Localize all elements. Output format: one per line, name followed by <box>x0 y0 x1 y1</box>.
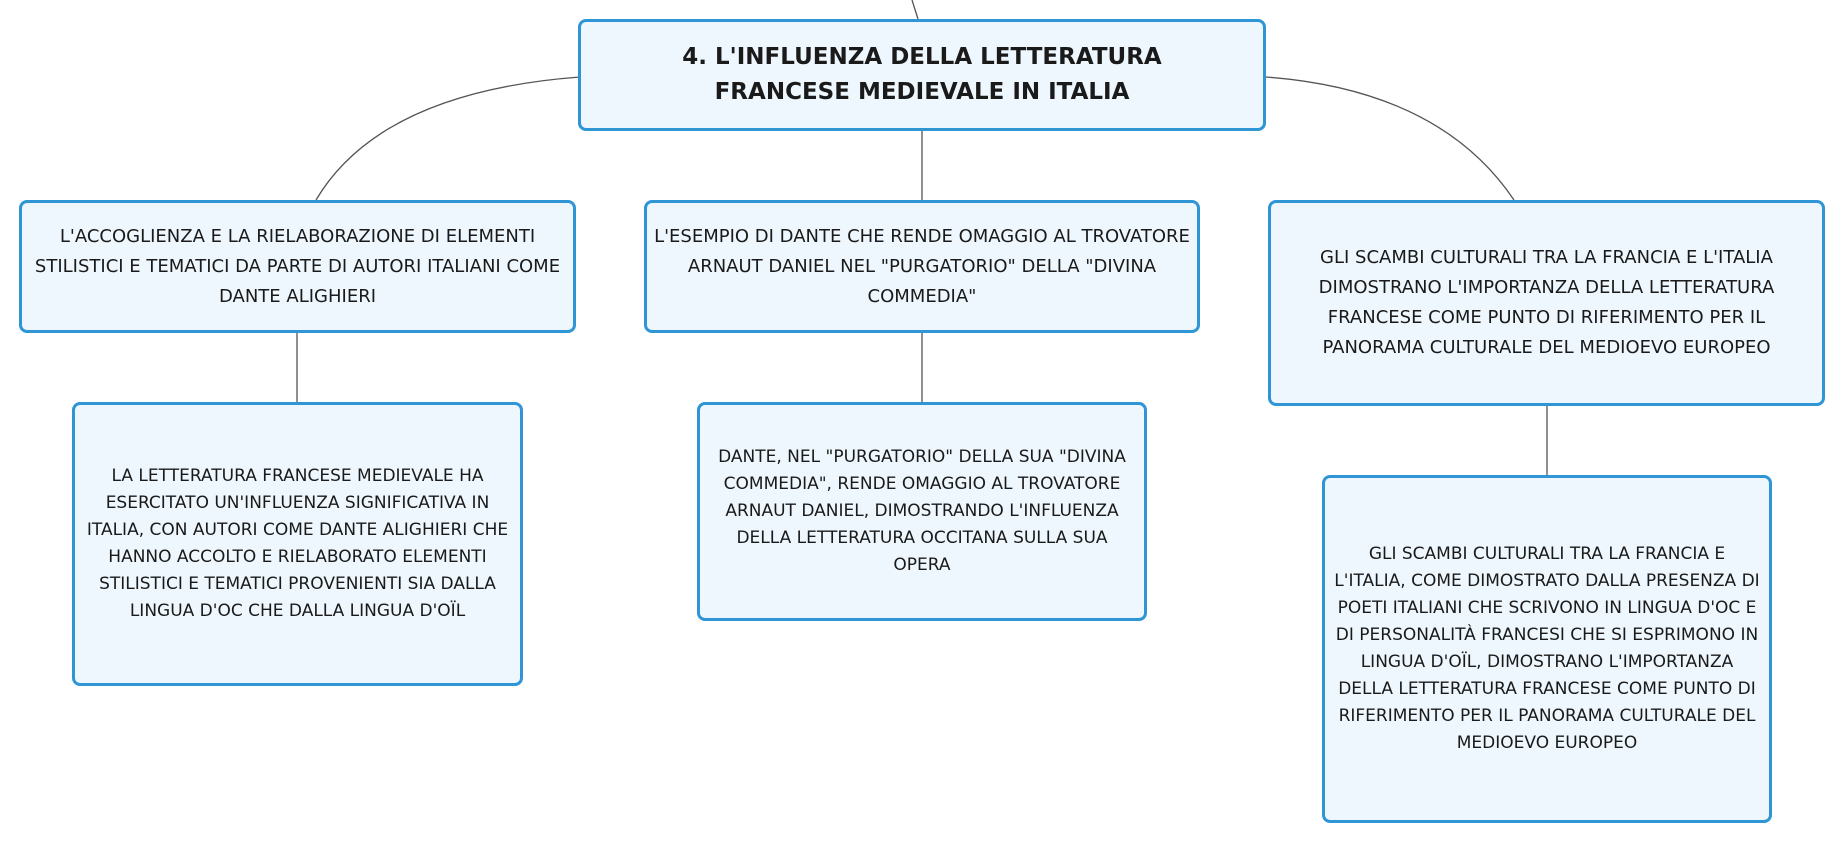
branch-node-text: L'ACCOGLIENZA E LA RIELABORAZIONE DI ELEMENTI STILISTICI E TEMATICI DA PARTE DI AUTORI ITALIANI COME DANTE ALIGHIERI <box>34 225 561 307</box>
branch-node-text: L'ESEMPIO DI DANTE CHE RENDE OMAGGIO AL TROVATORE ARNAUT DANIEL NEL "PURGATORIO" DELLA "DIVINA COMMEDIA" <box>654 225 1190 307</box>
detail-node-scambi-culturali[interactable] <box>1322 475 1772 823</box>
root-topic-node[interactable] <box>578 19 1266 131</box>
branch-node-accoglienza[interactable] <box>19 200 576 333</box>
connector-root-to-right <box>1266 77 1514 200</box>
branch-node-esempio-dante[interactable] <box>644 200 1200 333</box>
connector-parent-to-root <box>912 0 918 19</box>
root-topic-text: 4. L'INFLUENZA DELLA LETTERATURA FRANCESE MEDIEVALE IN ITALIA <box>682 44 1162 105</box>
branch-node-scambi-culturali[interactable] <box>1268 200 1825 406</box>
detail-node-text: GLI SCAMBI CULTURALI TRA LA FRANCIA E L'ITALIA, COME DIMOSTRATO DALLA PRESENZA DI POETI ITALIANI CHE SCRIVONO IN LINGUA D'OC E DI PERSONALITÀ FRANCESI CHE SI ESPRIMONO IN LINGUA D'OÏL, DIMOSTRANO L'IMPORTANZA DELLA LETTERATURA FRANCESE COME PUNTO DI RIFERIMENTO PER IL PANORAMA CULTURALE DEL MEDIOEVO EUROPEO <box>1334 544 1760 753</box>
connector-root-to-left <box>316 77 580 200</box>
detail-node-text: DANTE, NEL "PURGATORIO" DELLA SUA "DIVINA COMMEDIA", RENDE OMAGGIO AL TROVATORE ARNAUT DANIEL, DIMOSTRANDO L'INFLUENZA DELLA LETTERATURA OCCITANA SULLA SUA OPERA <box>718 447 1126 575</box>
detail-node-esempio-dante[interactable] <box>697 402 1147 621</box>
detail-node-accoglienza[interactable] <box>72 402 523 686</box>
detail-node-text: LA LETTERATURA FRANCESE MEDIEVALE HA ESERCITATO UN'INFLUENZA SIGNIFICATIVA IN ITALIA, CON AUTORI COME DANTE ALIGHIERI CHE HANNO ACCOLTO E RIELABORATO ELEMENTI STILISTICI E TEMATICI PROVENIENTI SIA DALLA LINGUA D'OC CHE DALLA LINGUA D'OÏL <box>86 466 509 621</box>
branch-node-text: GLI SCAMBI CULTURALI TRA LA FRANCIA E L'ITALIA DIMOSTRANO L'IMPORTANZA DELLA LETTERATURA FRANCESE COME PUNTO DI RIFERIMENTO PER IL PANORAMA CULTURALE DEL MEDIOEVO EUROPEO <box>1318 247 1775 358</box>
